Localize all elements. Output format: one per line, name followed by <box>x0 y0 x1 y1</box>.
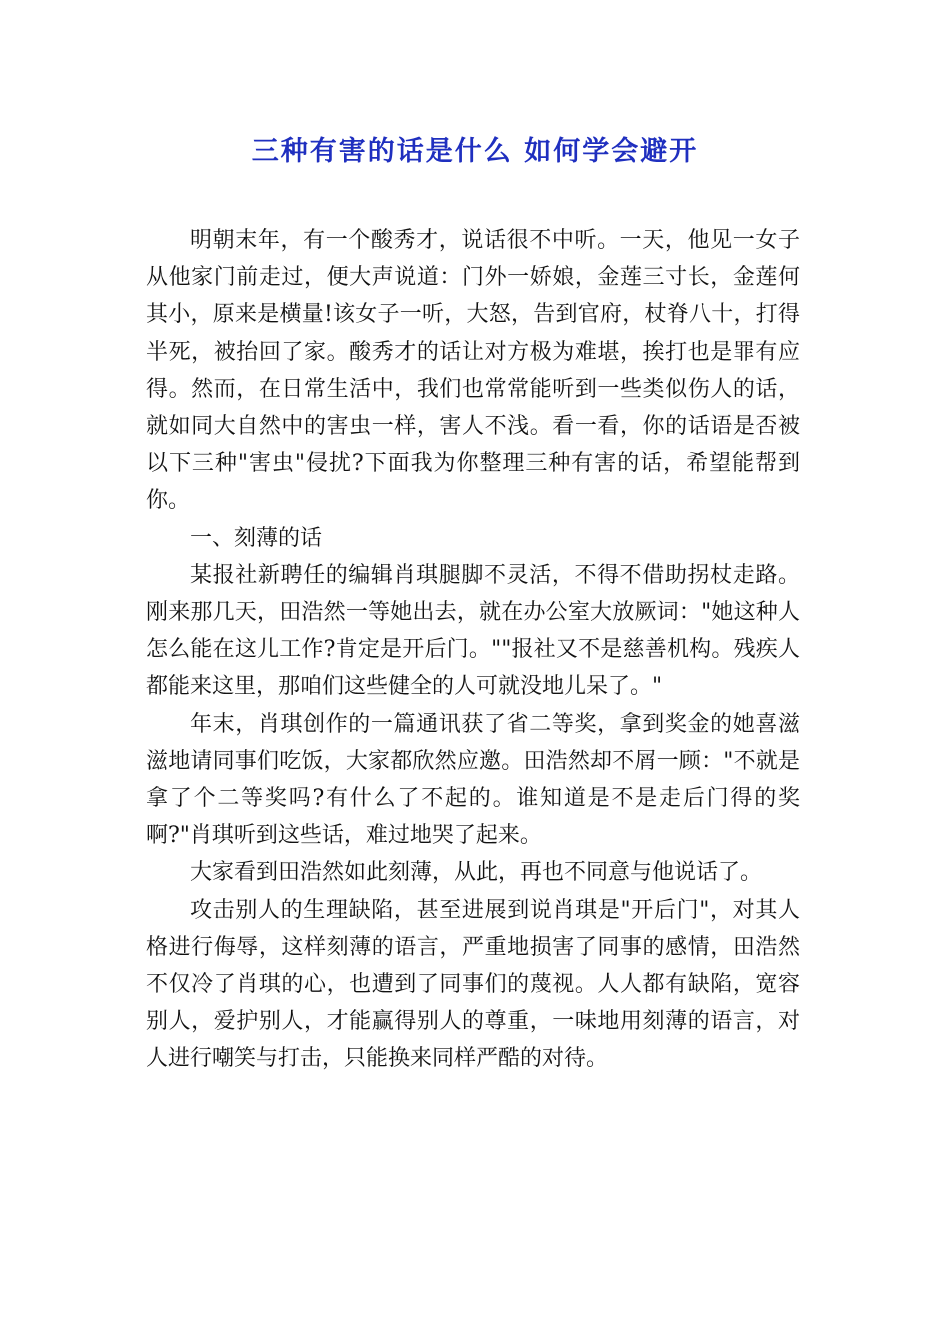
paragraph-reaction: 大家看到田浩然如此刻薄，从此，再也不同意与他说话了。 <box>190 860 763 886</box>
paragraph-story: 某报社新聘任的编辑肖琪腿脚不灵活，不得不借助拐杖走路。刚来那几天，田浩然一等她出去，就在办公室大放厥词："她这种人怎么能在这儿工作?肯定是开后门。""报社又不是慈善机构。残疾人都能来这里，那咱们这些健全的人可就没地儿呆了。" <box>146 562 800 700</box>
paragraph-intro: 明朝末年，有一个酸秀才，说话很不中听。一天，他见一女子从他家门前走过，便大声说道：门外一娇娘，金莲三寸长，金莲何其小，原来是横量!该女子一听，大怒，告到官府，杖脊八十，打得半死，被抬回了家。酸秀才的话让对方极为难堪，挨打也是罪有应得。然而，在日常生活中，我们也常常能听到一些类似伤人的话，就如同大自然中的害虫一样，害人不浅。看一看，你的话语是否被以下三种"害虫"侵扰?下面我为你整理三种有害的话，希望能帮到你。 <box>146 228 800 514</box>
document-title: 三种有害的话是什么 如何学会避开 <box>251 136 699 167</box>
section-heading-1: 一、刻薄的话 <box>190 525 323 551</box>
paragraph-year-end: 年末，肖琪创作的一篇通讯获了省二等奖，拿到奖金的她喜滋滋地请同事们吃饭，大家都欣然应邀。田浩然却不屑一顾："不就是拿了个二等奖吗?有什么了不起的。谁知道是不是走后门得的奖啊?"肖琪听到这些话，难过地哭了起来。 <box>146 711 800 849</box>
paragraph-conclusion: 攻击别人的生理缺陷，甚至进展到说肖琪是"开后门"，对其人格进行侮辱，这样刻薄的语言，严重地损害了同事的感情，田浩然不仅冷了肖琪的心，也遭到了同事们的蔑视。人人都有缺陷，宽容别人，爱护别人，才能赢得别人的尊重，一味地用刻薄的语言，对人进行嘲笑与打击，只能换来同样严酷的对待。 <box>146 897 800 1072</box>
document-body <box>146 222 800 1078</box>
